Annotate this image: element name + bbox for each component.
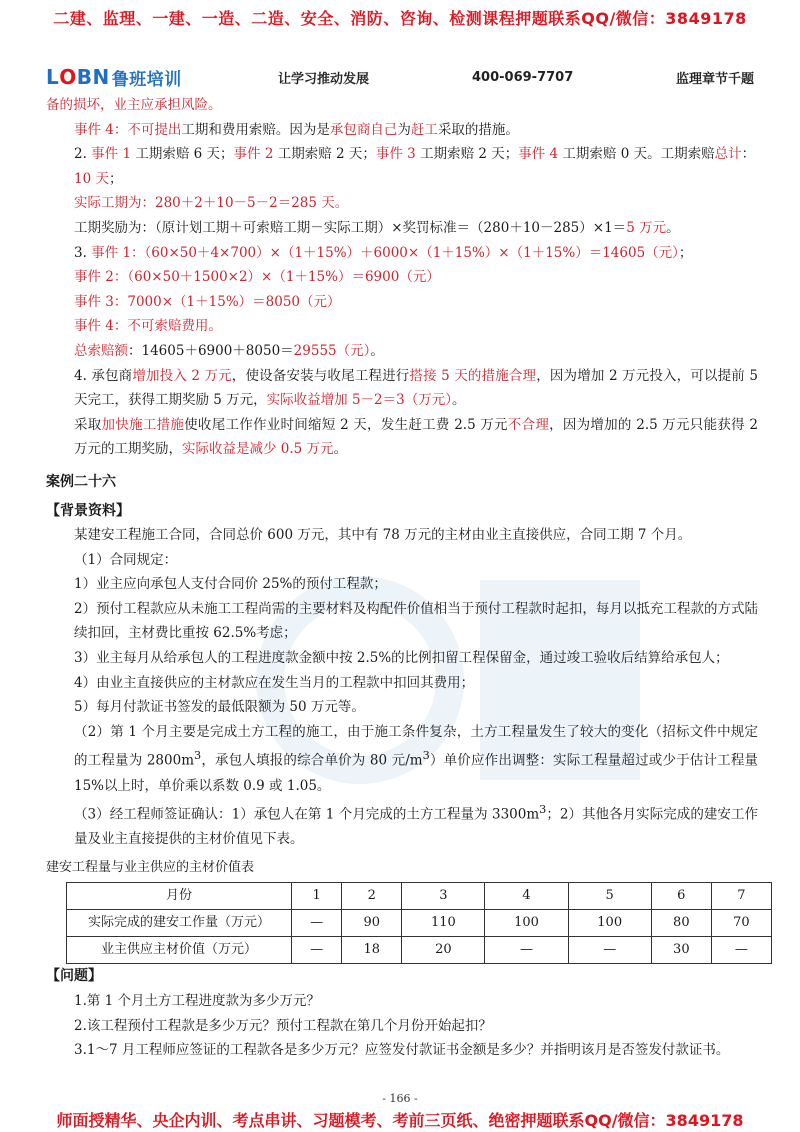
case-title: 案例二十六 [46, 473, 116, 490]
data-table [66, 882, 772, 964]
table-cell: — [711, 937, 771, 964]
promo-banner-bottom: 师面授精华、央企内训、考点串讲、习题模考、考前三页纸、绝密押题联系QQ/微信：3849178 [56, 1111, 744, 1130]
table-cell: 110 [402, 910, 485, 937]
table-cell: — [568, 937, 651, 964]
table-cell: 100 [485, 910, 568, 937]
table-cell: 70 [711, 910, 771, 937]
contract-rule: 1）业主应向承包人支付合同价 25%的预付工程款； [74, 576, 387, 593]
answer-q3-event3: 事件 3：7000×（1＋15%）＝8050（元） [74, 293, 341, 310]
logo-letter-l: L [46, 65, 60, 89]
table-caption: 建安工程量与业主供应的主材价值表 [46, 859, 255, 875]
table-cell: 18 [342, 937, 402, 964]
logo-letters-bn: BN [76, 65, 110, 89]
background-label: 【背景资料】 [46, 502, 130, 519]
table-row [67, 910, 772, 937]
question-item: 2.该工程预付工程款是多少万元？预付工程款在第几个月份开始起扣？ [74, 1017, 492, 1034]
table-header-cell: 6 [651, 883, 711, 910]
table-header-cell: 4 [485, 883, 568, 910]
table-header-cell: 1 [292, 883, 342, 910]
answer-q3-event1: 3. 事件 1：（60×50＋4×700）×（1＋15%）＋6000×（1＋15%）×（1＋15%）＝14605（元）； [74, 244, 693, 261]
table-cell: — [485, 937, 568, 964]
brand-logo [46, 65, 256, 90]
answer-line-0: 备的损坏，业主应承担风险。 [46, 97, 222, 113]
answer-bonus: 工期奖励为：（原计划工期＋可索赔工期－实际工期）×奖罚标准＝（280＋10－285）×1＝5 万元。 [74, 219, 680, 236]
table-row-label: 实际完成的建安工作量（万元） [67, 910, 292, 937]
answer-actual-duration: 实际工期为：280＋2＋10－5－2＝285 天。 [74, 195, 349, 212]
table-header-cell: 5 [568, 883, 651, 910]
answer-q5: 采取加快施工措施使收尾工作作业时间缩短 2 天，发生赶工费 2.5 万元不合理，因为增加的 2.5 万元只能获得 2 万元的工期奖励，实际收益是减少 0.5 万元。 [74, 416, 759, 458]
table-row [67, 937, 772, 964]
contract-rule: 3）业主每月从给承包人的工程进度款金额中按 2.5%的比例扣留工程保留金，通过竣工验收后结算给承包人； [74, 650, 729, 667]
table-cell: 20 [402, 937, 485, 964]
page-header [46, 62, 754, 92]
table-header-cell: 2 [342, 883, 402, 910]
table-header-cell: 月份 [67, 883, 292, 910]
questions-label: 【问题】 [46, 968, 102, 985]
question-item: 3.1～7 月工程师应签证的工程款各是多少万元？应签发付款证书金额是多少？并指明该月是否签发付款证书。 [74, 1042, 730, 1059]
table-cell: — [292, 937, 342, 964]
logo-chinese-name: 鲁班培训 [111, 69, 182, 90]
table-header-row [67, 883, 772, 910]
table-cell: 80 [651, 910, 711, 937]
promo-banner-top: 二建、监理、一建、一造、二造、安全、消防、咨询、检测课程押题联系QQ/微信：3849178 [53, 9, 747, 28]
answer-q4: 4. 承包商增加投入 2 万元，使设备安装与收尾工程进行搭接 5 天的措施合理，因为增加 2 万元投入，可以提前 5 天完工，获得工期奖励 5 万元，实际收益增加 5－2＝3（万元）。 [74, 367, 759, 409]
header-doc-title: 监理章节千题 [675, 71, 754, 87]
table-cell: 90 [342, 910, 402, 937]
answer-q3-event4: 事件 4：不可索赔费用。 [74, 318, 222, 335]
table-cell: — [292, 910, 342, 937]
table-cell: 30 [651, 937, 711, 964]
table-cell: 100 [568, 910, 651, 937]
case-para-3: （3）经工程师签证确认：1）承包人在第 1 个月完成的土方工程量为 $3300m^3$；2）其他各月实际完成的建安工作量及业主直接提供的主材价值见下表。 [74, 803, 758, 848]
page-number: - 166 - [382, 1092, 418, 1105]
answer-q3-event2: 事件 2：（60×50＋1500×2）×（1＋15%）＝6900（元） [74, 269, 440, 286]
contract-label: （1）合同规定： [74, 551, 178, 568]
contract-rule: 2）预付工程款应从未施工工程尚需的主要材料及构配件价值相当于预付工程款时起扣，每月以抵充工程款的方式陆续扣回，主材费比重按 62.5%考虑； [74, 600, 758, 642]
table-row-label: 业主供应主材价值（万元） [67, 937, 292, 964]
contract-rule: 4）由业主直接供应的主材款应在发生当月的工程款中扣回其费用； [74, 674, 475, 691]
logo-letter-o: O [59, 65, 77, 89]
case-intro: 某建安工程施工合同，合同总价 600 万元，其中有 78 万元的主材由业主直接供应，合同工期 7 个月。 [74, 527, 692, 544]
answer-total-claim: 总索赔额：14605＋6900＋8050＝29555（元）。 [74, 342, 384, 359]
table-header-cell: 7 [711, 883, 771, 910]
case-para-2: （2）第 1 个月主要是完成土方工程的施工，由于施工条件复杂，土方工程量发生了较大的变化（招标文件中规定的工程量为 $2800m^3$，承包人填报的综合单价为 80 元$/m^3$）单价应作出调整：实际工程量超过或少于估计工程量 15%以上时，单价乘以系数 0.9 或 1.05。 [74, 723, 758, 794]
answer-q2: 2. 事件 1 工期索赔 6 天；事件 2 工期索赔 2 天；事件 3 工期索赔 2 天；事件 4 工期索赔 0 天。工期索赔总计： 10 天； [74, 146, 756, 187]
answer-event4: 事件 4：不可提出工期和费用索赔。因为是承包商自己为赶工采取的措施。 [74, 121, 519, 138]
table-header-cell: 3 [402, 883, 485, 910]
contract-rule: 5）每月付款证书签发的最低限额为 50 万元等。 [74, 699, 365, 716]
header-phone: 400-069-7707 [472, 69, 574, 85]
header-slogan: 让学习推动发展 [278, 71, 370, 87]
page-body [46, 93, 758, 1063]
question-item: 1.第 1 个月土方工程进度款为多少万元？ [74, 993, 321, 1009]
